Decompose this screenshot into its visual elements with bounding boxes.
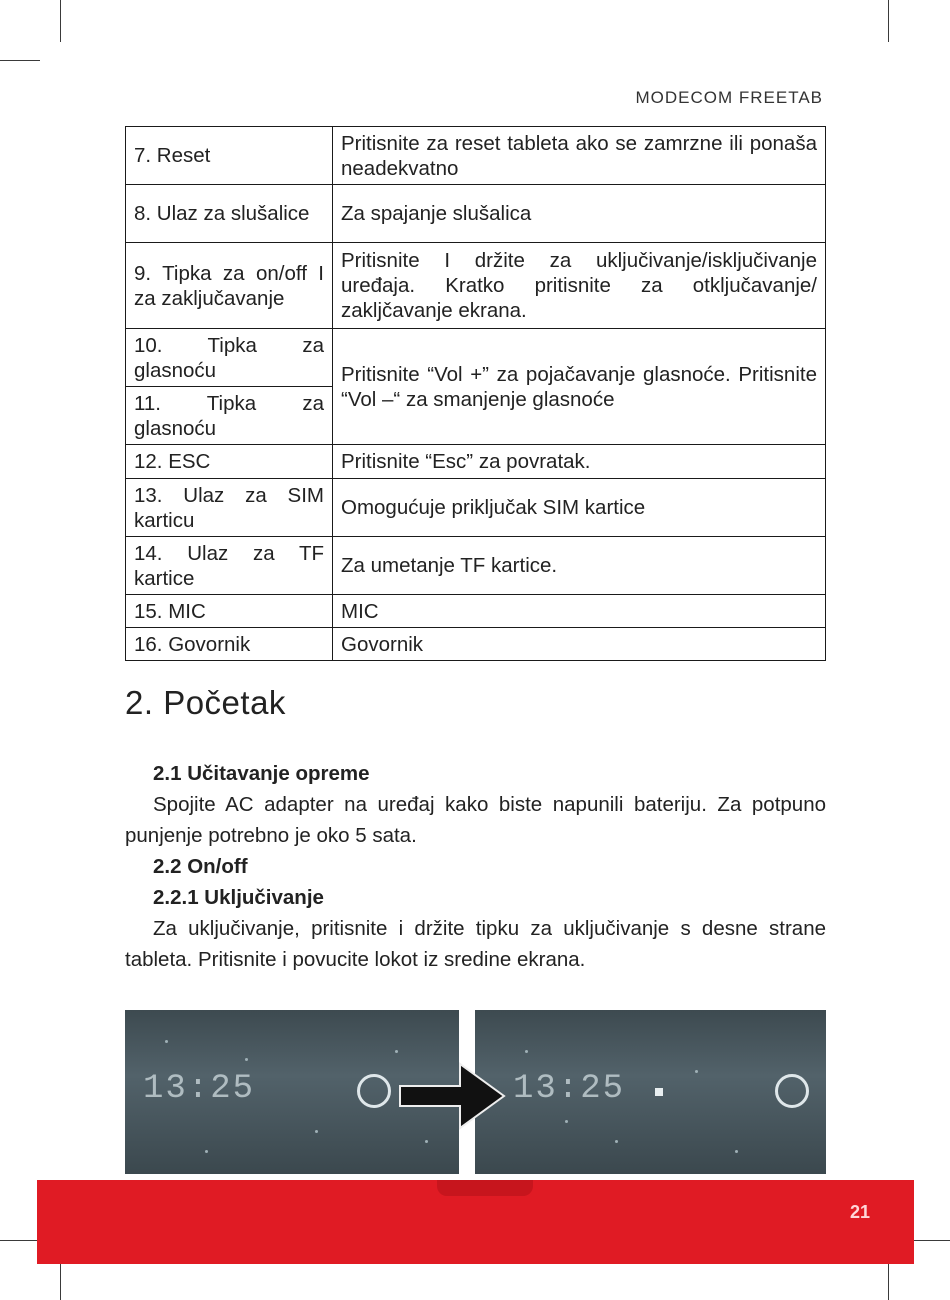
table-row xyxy=(126,243,826,329)
table-row xyxy=(126,445,826,479)
crop-mark xyxy=(888,1262,889,1300)
crop-mark xyxy=(888,0,889,42)
raindrop xyxy=(565,1120,568,1123)
raindrop xyxy=(205,1150,208,1153)
raindrop xyxy=(695,1070,698,1073)
raindrop xyxy=(245,1058,248,1061)
table-cell-item: 10. Tipka za glasnoću xyxy=(126,329,333,387)
table-row xyxy=(126,595,826,628)
lockscreen-image-right xyxy=(475,1010,826,1174)
table-cell-item: 13. Ulaz za SIM karticu xyxy=(126,479,333,537)
subsection-heading: 2.1 Učitavanje opreme xyxy=(153,762,370,785)
raindrop xyxy=(735,1150,738,1153)
paragraph: Spojite AC adapter na uređaj kako biste napunili bateriju. Za potpuno punjenje potrebno je oko 5 sata. xyxy=(125,793,826,847)
table-cell-desc: Pritisnite “Esc” za povratak. xyxy=(333,445,826,479)
raindrop xyxy=(615,1140,618,1143)
paragraph: Za uključivanje, pritisnite i držite tipku za uključivanje s desne strane tableta. Pritisnite i povucite lokot iz sredine ekrana. xyxy=(125,917,826,971)
table-cell-desc: Pritisnite “Vol +” za pojačavanje glasnoće. Pritisnite “Vol –“ za smanjenje glasnoće xyxy=(333,329,826,445)
table-row xyxy=(126,329,826,387)
crop-mark xyxy=(912,1240,950,1241)
table-cell-item: 11. Tipka za glasnoću xyxy=(126,387,333,445)
lockscreen-clock: 13:25 xyxy=(143,1070,256,1108)
subsection-heading: 2.2.1 Uključivanje xyxy=(153,886,324,909)
table-cell-item: 9. Tipka za on/off I za zaključavanje xyxy=(126,243,333,329)
table-cell-item: 8. Ulaz za slušalice xyxy=(126,185,333,243)
raindrop xyxy=(395,1050,398,1053)
raindrop xyxy=(315,1130,318,1133)
crop-mark xyxy=(0,1240,40,1241)
lock-dot-icon xyxy=(655,1088,663,1096)
crop-mark xyxy=(60,1262,61,1300)
raindrop xyxy=(425,1140,428,1143)
lock-ring-icon xyxy=(775,1074,809,1108)
table-cell-desc: Za spajanje slušalica xyxy=(333,185,826,243)
subsection-heading: 2.2 On/off xyxy=(153,855,248,878)
table-cell-desc: Pritisnite I držite za uključivanje/isključivanje uređaja. Kratko pritisnite za otključavanje/ zakljčavanje ekrana. xyxy=(333,243,826,329)
table-cell-desc: Govornik xyxy=(333,628,826,661)
spec-table xyxy=(125,126,826,661)
lockscreen-clock: 13:25 xyxy=(513,1070,626,1108)
section-title: 2. Početak xyxy=(125,684,286,721)
footer-tab xyxy=(437,1180,533,1196)
table-cell-item: 12. ESC xyxy=(126,445,333,479)
table-cell-desc: Za umetanje TF kartice. xyxy=(333,537,826,595)
table-cell-item: 14. Ulaz za TF kartice xyxy=(126,537,333,595)
table-cell-item: 16. Govornik xyxy=(126,628,333,661)
running-header: MODECOM FREETAB xyxy=(635,88,823,107)
footer-band xyxy=(37,1180,914,1264)
table-cell-desc: MIC xyxy=(333,595,826,628)
section-body xyxy=(125,758,826,975)
table-cell-desc: Pritisnite za reset tableta ako se zamrzne ili ponaša neadekvatno xyxy=(333,127,826,185)
table-row xyxy=(126,127,826,185)
table-row xyxy=(126,628,826,661)
table-row xyxy=(126,185,826,243)
page-number: 21 xyxy=(849,1202,870,1222)
table-cell-item: 15. MIC xyxy=(126,595,333,628)
lock-ring-icon xyxy=(357,1074,391,1108)
crop-mark xyxy=(0,60,40,61)
raindrop xyxy=(165,1040,168,1043)
table-cell-item: 7. Reset xyxy=(126,127,333,185)
arrow-right-icon xyxy=(398,1060,508,1132)
table-cell-desc: Omogućuje priključak SIM kartice xyxy=(333,479,826,537)
table-row xyxy=(126,537,826,595)
crop-mark xyxy=(60,0,61,42)
table-row xyxy=(126,479,826,537)
raindrop xyxy=(525,1050,528,1053)
